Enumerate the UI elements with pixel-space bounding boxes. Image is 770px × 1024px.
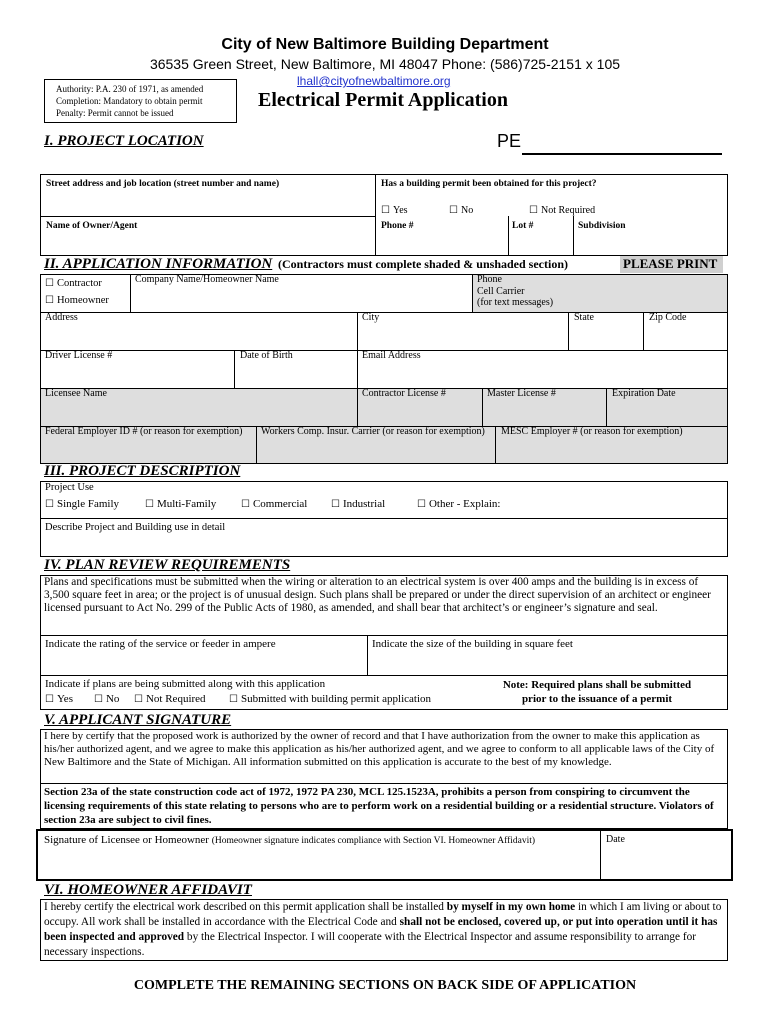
- email-link[interactable]: lhall@cityofnewbaltimore.org: [297, 74, 451, 88]
- please-print-badge: PLEASE PRINT: [620, 256, 723, 273]
- state-label: State: [574, 312, 594, 323]
- checkbox-icon: ☐: [45, 295, 54, 306]
- section-6-title: VI. HOMEOWNER AFFIDAVIT: [44, 882, 252, 898]
- checkbox-icon: ☐: [229, 694, 238, 705]
- describe-project-field[interactable]: [41, 536, 727, 556]
- plans-not-required-checkbox[interactable]: ☐ Not Required: [134, 693, 206, 705]
- expiration-date-label: Expiration Date: [612, 388, 676, 399]
- project-use-label: Project Use: [45, 482, 94, 493]
- driver-license-label: Driver License #: [45, 350, 113, 361]
- permit-yes-checkbox[interactable]: ☐ Yes: [381, 205, 408, 216]
- date-of-birth-label: Date of Birth: [240, 350, 293, 361]
- owner-agent-label: Name of Owner/Agent: [46, 221, 138, 231]
- contractor-license-label: Contractor License #: [362, 388, 446, 399]
- permit-number-field[interactable]: [522, 153, 722, 155]
- checkbox-icon: ☐: [241, 499, 250, 510]
- signature-note: (Homeowner signature indicates compliance with Section VI. Homeowner Affidavit): [211, 836, 536, 846]
- permit-no-checkbox[interactable]: ☐ No: [449, 205, 474, 216]
- lot-label: Lot #: [512, 221, 534, 231]
- checkbox-icon: ☐: [331, 499, 340, 510]
- contractor-checkbox[interactable]: ☐ Contractor: [45, 278, 102, 289]
- signature-label: Signature of Licensee or Homeowner (Homeowner signature indicates compliance with Section VI. Homeowner Affidavit): [44, 834, 536, 846]
- permit-number-label: PE: [497, 131, 522, 151]
- checkbox-icon: ☐: [45, 278, 54, 289]
- company-name-label: Company Name/Homeowner Name: [135, 274, 279, 285]
- checkbox-icon: ☐: [94, 694, 103, 705]
- master-license-label: Master License #: [487, 388, 556, 399]
- mesc-employer-label: MESC Employer # (or reason for exemption): [501, 426, 683, 437]
- checkbox-icon: ☐: [45, 499, 54, 510]
- zip-code-label: Zip Code: [649, 312, 687, 323]
- workers-comp-label: Workers Comp. Insur. Carrier (or reason for exemption): [261, 426, 485, 437]
- checkbox-icon: ☐: [145, 499, 154, 510]
- email-address-label: Email Address: [362, 350, 421, 361]
- checkbox-icon: ☐: [45, 694, 54, 705]
- single-family-checkbox[interactable]: ☐ Single Family: [45, 498, 119, 510]
- checkbox-icon: ☐: [449, 205, 458, 216]
- commercial-checkbox[interactable]: ☐ Commercial: [241, 498, 308, 510]
- section-23a-warning: Section 23a of the state construction code act of 1972, 1972 PA 230, MCL 125.1523A, prohibits a person from conspiring to circumvent the licensing requirements of this state relating to persons who are to perform work on a residential building or a residential structure. Violators of section 23a are subject to civil fines.: [44, 786, 714, 826]
- multi-family-checkbox[interactable]: ☐ Multi-Family: [145, 498, 217, 510]
- affidavit-text: I hereby certify the electrical work described on this permit application shall be installed by myself in my own home in which I am living or about to occupy. All work shall be installed in accordance with the Electrical Code and shall not be enclosed, covered up, or put into operation until it has been inspected and approved by the Electrical Inspector. I will cooperate with the Electrical Inspector and assume responsibility to arrange for necessary inspections.: [44, 901, 722, 958]
- section-1-title: I. PROJECT LOCATION: [44, 133, 204, 149]
- address-label: Address: [45, 312, 78, 323]
- section-2-title: II. APPLICATION INFORMATION (Contractors must complete shaded & unshaded section): [44, 256, 568, 272]
- section-4-title: IV. PLAN REVIEW REQUIREMENTS: [44, 557, 291, 573]
- authority-line: Authority: P.A. 230 of 1971, as amended: [56, 84, 204, 94]
- owner-agent-field[interactable]: [41, 233, 374, 255]
- header-address: 36535 Green Street, New Baltimore, MI 48047 Phone: (586)725-2151 x 105: [149, 56, 621, 72]
- plan-review-text: Plans and specifications must be submitted when the wiring or alteration to an electrical system is over 400 amps and the building is in excess of 3,500 square feet in area; or the project is of unusual design. Such plans shall be prepared or under the direct supervision of an architect or engineer licensed pursuant to Act No. 299 of the Public Acts of 1980, as amended, and shall bear that architect’s or engineer’s signature and seal.: [44, 576, 711, 614]
- checkbox-icon: ☐: [417, 499, 426, 510]
- penalty-line: Penalty: Permit cannot be issued: [56, 108, 174, 118]
- plans-submitted-label: Indicate if plans are being submitted along with this application: [45, 678, 326, 690]
- plans-note: Note: Required plans shall be submitted prior to the issuance of a permit: [502, 679, 692, 705]
- header-title: City of New Baltimore Building Department: [221, 36, 549, 53]
- plans-no-checkbox[interactable]: ☐ No: [94, 693, 120, 705]
- city-label: City: [362, 312, 380, 323]
- describe-project-label: Describe Project and Building use in detail: [45, 522, 226, 533]
- phone-label: Phone #: [381, 221, 414, 231]
- building-permit-question: Has a building permit been obtained for this project?: [381, 179, 597, 189]
- checkbox-icon: ☐: [134, 694, 143, 705]
- plans-yes-checkbox[interactable]: ☐ Yes: [45, 693, 73, 705]
- certification-text: I here by certify that the proposed work is authorized by the owner of record and that I have authorization from the owner to make this application as his/her authorized agent, and we agree to make this application as his/her authorized agent, and we agree to conform to all applicable laws of the City of New Baltimore and the State of Michigan. All information submitted on this application is accurate to the best of my knowledge.: [44, 730, 715, 768]
- form-title: Electrical Permit Application: [258, 89, 508, 111]
- checkbox-icon: ☐: [529, 205, 538, 216]
- authority-box: [44, 79, 237, 123]
- permit-not-required-checkbox[interactable]: ☐ Not Required: [529, 205, 596, 216]
- footer-instruction: COMPLETE THE REMAINING SECTIONS ON BACK SIDE OF APPLICATION: [133, 978, 637, 993]
- homeowner-checkbox[interactable]: ☐ Homeowner: [45, 295, 109, 306]
- completion-line: Completion: Mandatory to obtain permit: [56, 96, 203, 106]
- subdivision-label: Subdivision: [578, 221, 626, 231]
- licensee-name-label: Licensee Name: [45, 388, 107, 399]
- street-address-field[interactable]: [41, 192, 374, 215]
- section-2-subtitle: (Contractors must complete shaded & unshaded section): [278, 257, 568, 271]
- building-size-label: Indicate the size of the building in square feet: [372, 638, 573, 650]
- industrial-checkbox[interactable]: ☐ Industrial: [331, 498, 386, 510]
- service-rating-label: Indicate the rating of the service or feeder in ampere: [45, 638, 276, 650]
- plans-with-building-permit-checkbox[interactable]: ☐ Submitted with building permit application: [229, 693, 432, 705]
- date-label: Date: [606, 834, 625, 845]
- phone-cell-label: Phone Cell Carrier (for text messages): [477, 274, 554, 308]
- federal-employer-id-label: Federal Employer ID # (or reason for exemption): [45, 426, 243, 437]
- section-5-title: V. APPLICANT SIGNATURE: [44, 712, 232, 728]
- section-3-title: III. PROJECT DESCRIPTION: [44, 463, 241, 479]
- other-checkbox[interactable]: ☐ Other - Explain:: [417, 498, 501, 510]
- checkbox-icon: ☐: [381, 205, 390, 216]
- street-address-label: Street address and job location (street number and name): [46, 179, 280, 189]
